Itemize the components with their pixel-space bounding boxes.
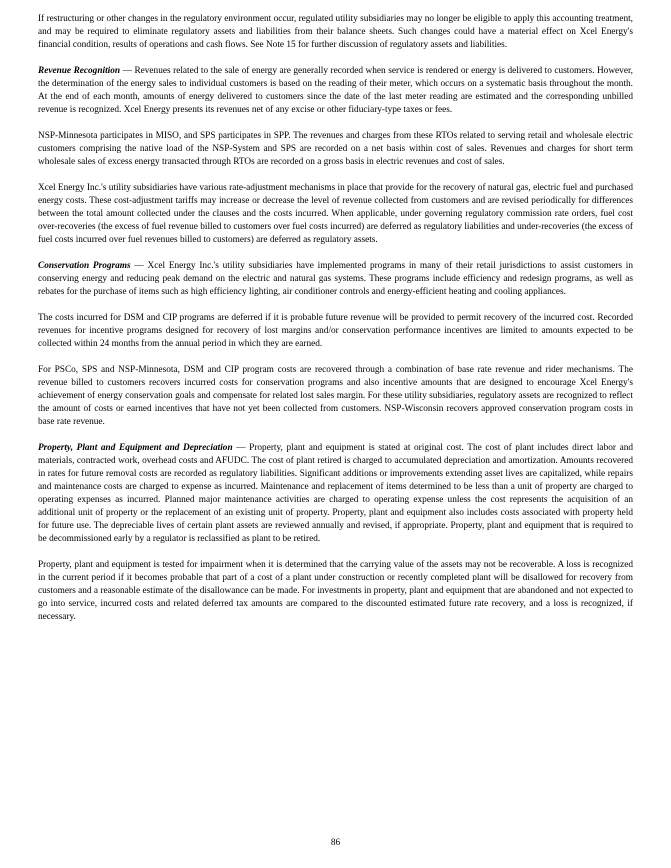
paragraph-revenue-recognition [38, 65, 633, 117]
paragraph-text: NSP-Minnesota participates in MISO, and SPS participates in SPP. The revenues and charges from these RTOs related to serving retail and wholesale electric customers comprising the native load of the NSP-System and SPS are recorded on a net basis within cost of sales. Revenues and charges for short term wholesale sales of excess energy transacted through RTOs are recorded on a gross basis in electric revenues and cost of sales. [38, 131, 633, 167]
paragraph-cost-recovery [38, 364, 633, 429]
page-number: 86 [330, 838, 341, 848]
paragraph-text: For PSCo, SPS and NSP-Minnesota, DSM and CIP program costs are recovered through a combination of base rate revenue and rider mechanisms. The revenue billed to customers recovers incurred costs for conservation programs and also incentive amounts that are designed to encourage Xcel Energy's achievement of energy conservation goals and compensate for related lost sales margin. For these utility subsidiaries, regulatory assets are recognized to reflect the amount of costs or earned incentives that have not yet been collected from customers. NSP-Wisconsin recovers approved conservation program costs in base rate revenue. [38, 365, 633, 427]
paragraph-text: — Property, plant and equipment is stated at original cost. The cost of plant includes direct labor and materials, contracted work, overhead costs and AFUDC. The cost of plant retired is charged to accumulated depreciation and amortization. Amounts recovered in rates for future removal costs are recorded as regulatory liabilities. Significant additions or improvements extending asset lives are capitalized, while repairs and maintenance costs are charged to expense as incurred. Maintenance and replacement of items determined to be less than a unit of property are charged to operating expenses as incurred. Planned major maintenance activities are charged to operating expense unless the cost represents the acquisition of an additional unit of property or the replacement of an existing unit of property. Property, plant and equipment also includes costs associated with property held for future use. The depreciable lives of certain plant assets are reviewed annually and revised, if appropriate. Property, plant and equipment that is required to be decommissioned early by a regulator is reclassified as plant to be retired. [38, 443, 633, 544]
paragraph-text: Property, plant and equipment is tested for impairment when it is determined that the carrying value of the assets may not be recoverable. A loss is recognized in the current period if it becomes probable that part of a cost of a plant under construction or recently completed plant will be disallowed for recovery from customers and a reasonable estimate of the disallowance can be made. For investments in property, plant and equipment that are abandoned and not expected to go into service, incurred costs and related deferred tax amounts are compared to the discounted estimated future rate recovery, and a loss is recognized, if necessary. [38, 560, 633, 622]
paragraph-text: — Revenues related to the sale of energy are generally recorded when service is rendered or energy is delivered to customers. However, the determination of the energy sales to individual customers is based on the reading of their meter, which occurs on a systematic basis throughout the month. At the end of each month, amounts of energy delivered to customers since the date of the last meter reading are estimated and the corresponding unbilled revenue is recognized. Xcel Energy presents its revenues net of any excise or other fiduciary-type taxes or fees. [38, 66, 633, 115]
paragraph-lead: Property, Plant and Equipment and Depreciation [38, 443, 233, 453]
paragraph-text: — Xcel Energy Inc.'s utility subsidiaries have implemented programs in many of their retail jurisdictions to assist customers in conserving energy and reducing peak demand on the electric and natural gas systems. These programs include efficiency and redesign programs, as well as rebates for the purchase of items such as high efficiency lighting, air conditioner controls and energy-efficient heating and cooling appliances. [38, 261, 633, 297]
paragraph-regulatory-environment [38, 13, 633, 52]
paragraph-rate-adjustment-mechanisms [38, 182, 633, 247]
paragraph-impairment-testing [38, 559, 633, 624]
paragraph-lead: Conservation Programs [38, 261, 131, 271]
paragraph-conservation-programs [38, 260, 633, 299]
paragraph-property-plant-equipment [38, 442, 633, 546]
paragraph-text: If restructuring or other changes in the regulatory environment occur, regulated utility subsidiaries may no longer be eligible to apply this accounting treatment, and may be required to eliminate regulatory assets and liabilities from their balance sheets. Such changes could have a material effect on Xcel Energy's financial condition, results of operations and cash flows. See Note 15 for further discussion of regulatory assets and liabilities. [38, 14, 633, 50]
paragraph-text: Xcel Energy Inc.'s utility subsidiaries have various rate-adjustment mechanisms in place that provide for the recovery of natural gas, electric fuel and purchased energy costs. These cost-adjustment tariffs may increase or decrease the level of revenue collected from customers and are revised periodically for differences between the total amount collected under the clauses and the costs incurred. When applicable, under governing regulatory commission rate orders, fuel cost over-recoveries (the excess of fuel revenue billed to customers over fuel costs incurred) are deferred as regulatory liabilities and under-recoveries (the excess of fuel costs incurred over fuel revenues billed to customers) are deferred as regulatory assets. [38, 183, 633, 245]
paragraph-text: The costs incurred for DSM and CIP programs are deferred if it is probable future revenue will be provided to permit recovery of the incurred cost. Recorded revenues for incentive programs designed for recovery of lost margins and/or conservation performance incentives are limited to amounts expected to be collected within 24 months from the annual period in which they are earned. [38, 313, 633, 349]
paragraph-rto-participation [38, 130, 633, 169]
paragraph-dsm-cip-costs [38, 312, 633, 351]
paragraph-lead: Revenue Recognition [38, 66, 121, 76]
